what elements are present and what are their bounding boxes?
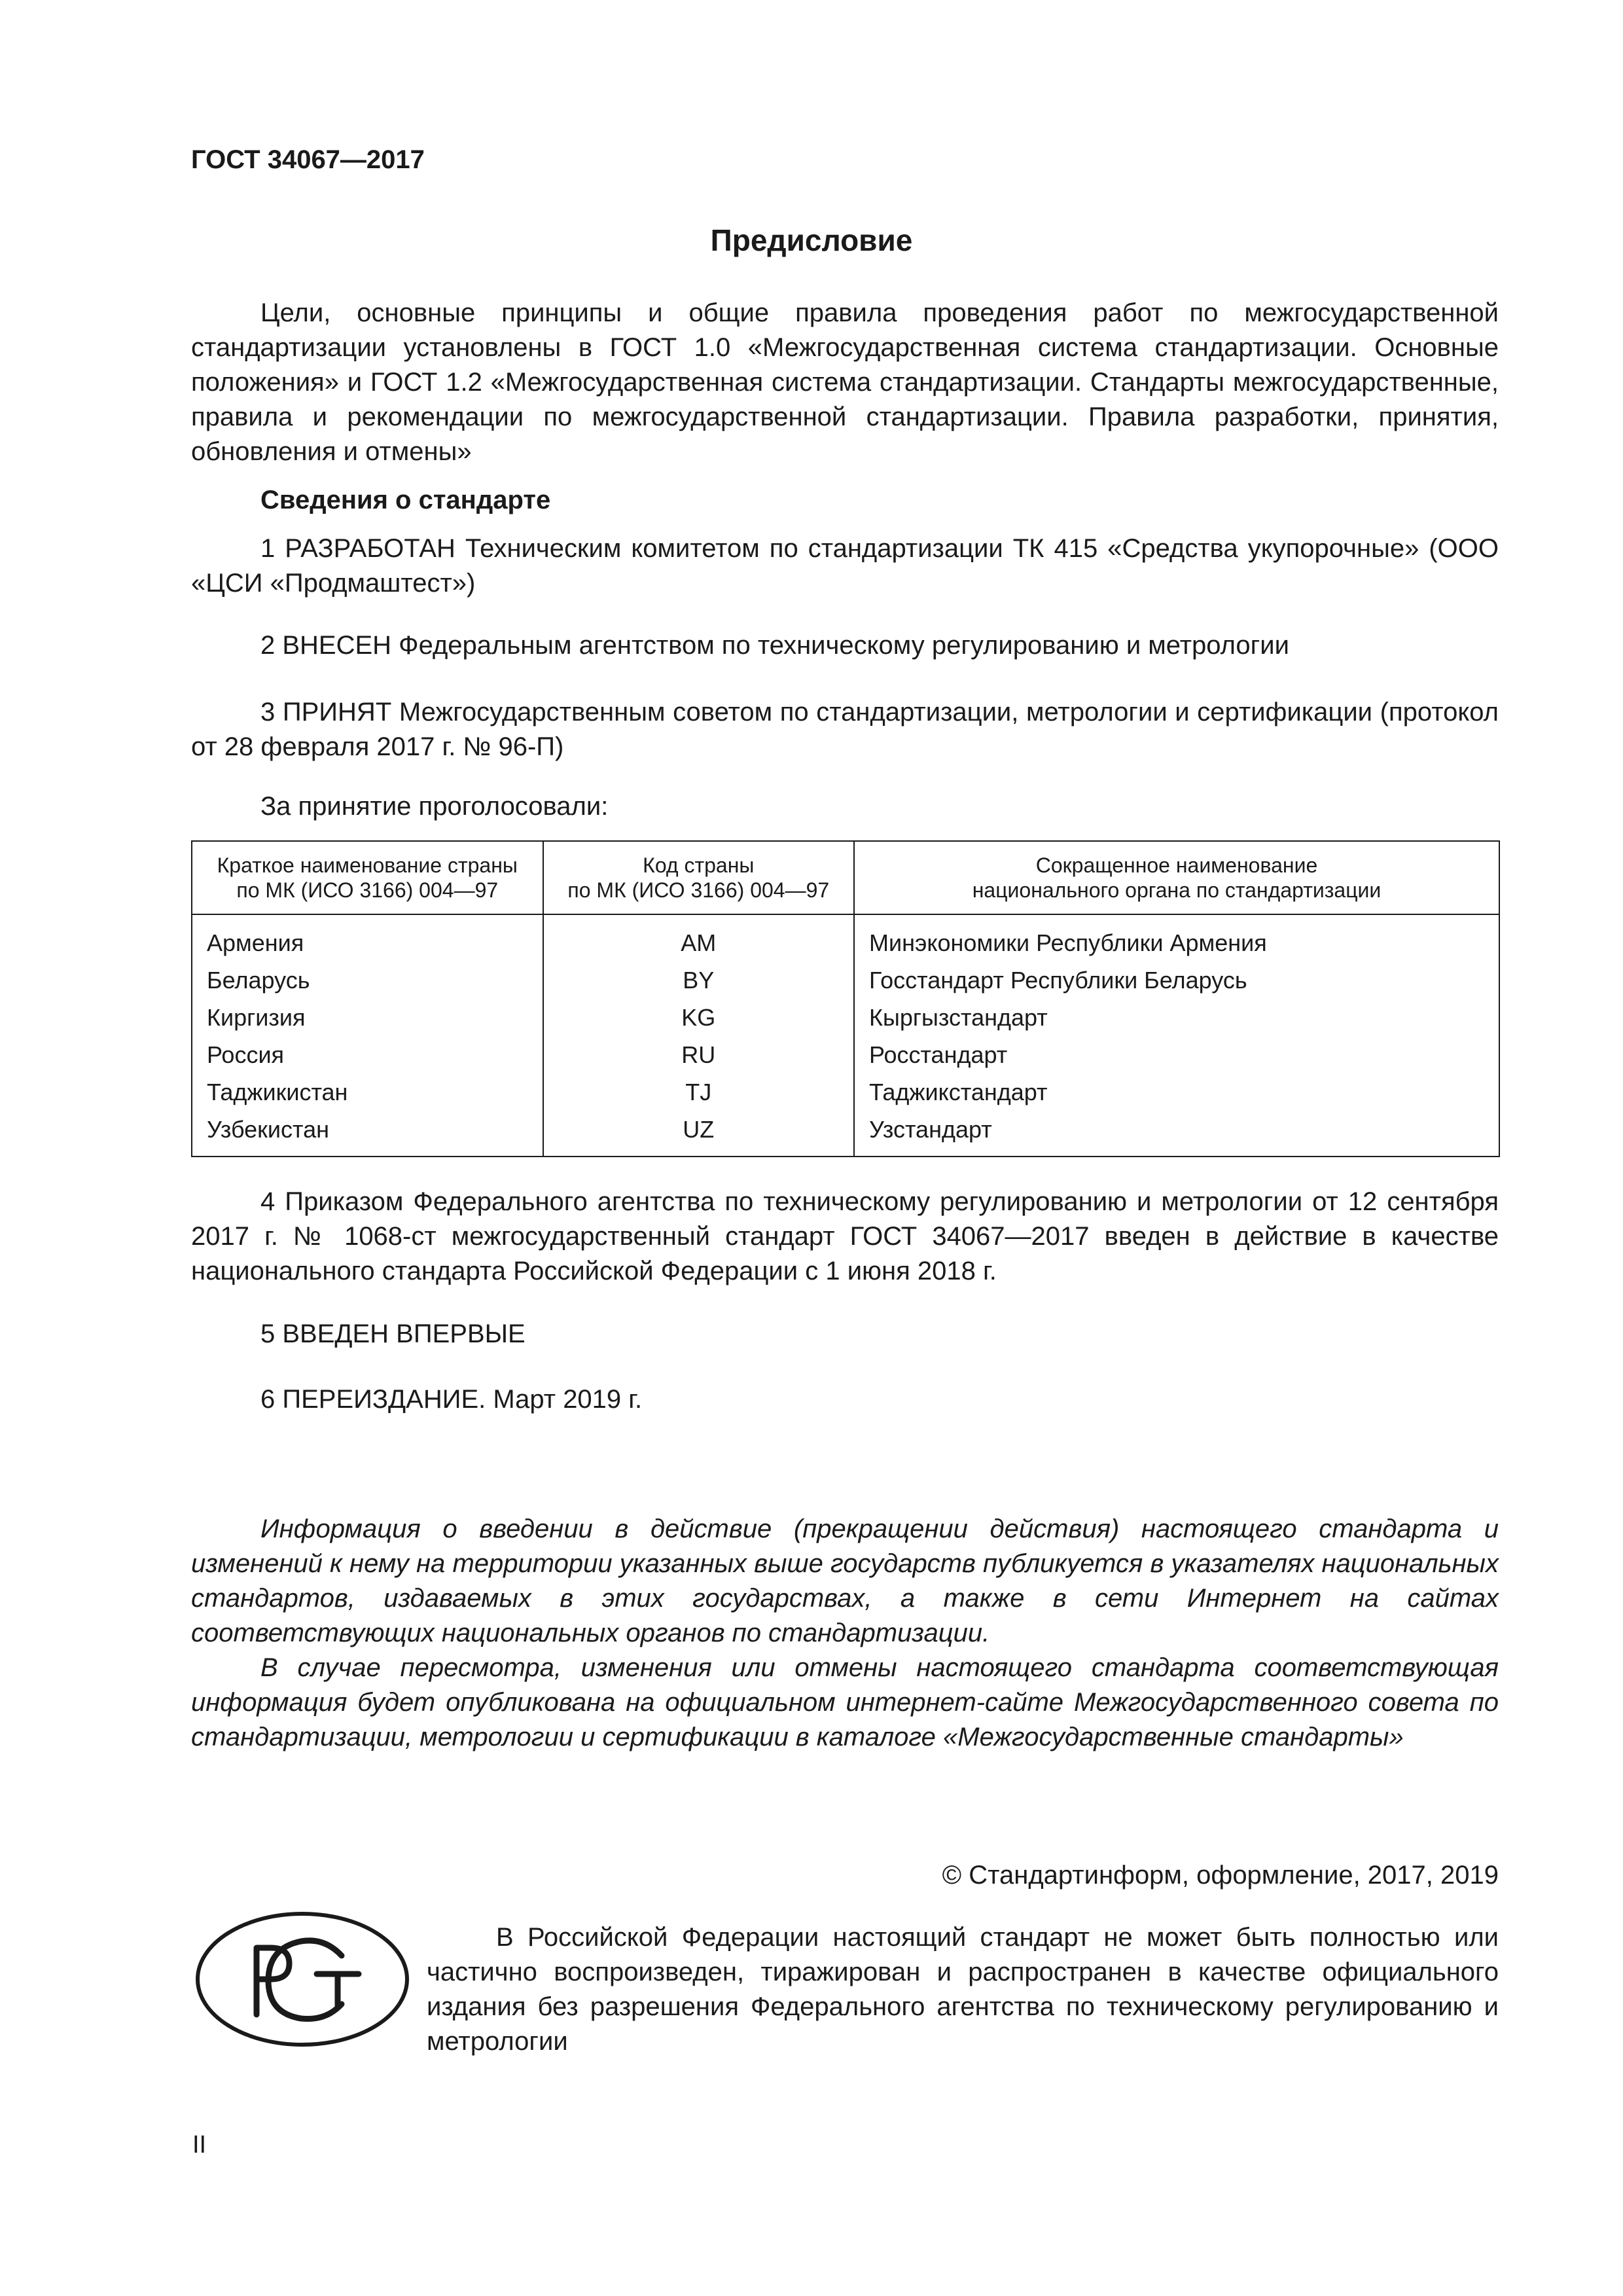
page-title: Предисловие: [710, 223, 913, 257]
header-country-line1: Краткое наименование страны: [217, 853, 518, 877]
voted-label: За принятие проголосовали:: [260, 792, 609, 821]
cell-body: Узстандарт: [854, 1111, 1499, 1157]
cell-code: AM: [543, 914, 854, 961]
cell-country: Узбекистан: [192, 1111, 543, 1157]
item-developed: 1 РАЗРАБОТАН Техническим комитетом по стандартизации ТК 415 «Средства укупорочные» (ООО «ЦСИ «Продмаштест»): [191, 534, 1499, 598]
cell-code: RU: [543, 1036, 854, 1073]
header-country: [192, 841, 543, 914]
cell-country: Беларусь: [192, 961, 543, 999]
voting-table: [191, 840, 1500, 1157]
cell-code: KG: [543, 999, 854, 1036]
header-code-line2: по МК (ИСО 3166) 004—97: [567, 878, 830, 902]
table-row: [192, 961, 1499, 999]
item-adopted: 3 ПРИНЯТ Межгосударственным советом по стандартизации, метрологии и сертификации (протокол от 28 февраля 2017 г. № 96-П): [191, 698, 1499, 761]
header-code: [543, 841, 854, 914]
cell-body: Таджикстандарт: [854, 1073, 1499, 1111]
header-code-line1: Код страны: [643, 853, 755, 877]
cell-body: Госстандарт Республики Беларусь: [854, 961, 1499, 999]
cell-body: Минэкономики Республики Армения: [854, 914, 1499, 961]
rst-logo-icon: [194, 1910, 411, 2049]
cell-country: Киргизия: [192, 999, 543, 1036]
notice-paragraph-2: В случае пересмотра, изменения или отмены настоящего стандарта соответствующая информация будет опубликована на официальном интернет-сайте Межгосударственного совета по стандартизации, метрологии и сертификации в каталоге «Межгосударственные стандарты»: [191, 1653, 1499, 1751]
table-row: [192, 914, 1499, 961]
cell-code: BY: [543, 961, 854, 999]
copyright-line: © Стандартинформ, оформление, 2017, 2019: [942, 1861, 1499, 1890]
table-row: [192, 1111, 1499, 1157]
table-row: [192, 1036, 1499, 1073]
notice-paragraph-1: Информация о введении в действие (прекращении действия) настоящего стандарта и изменений к нему на территории указанных выше государств публикуется в указателях национальных стандартов, издаваемых в этих государствах, а также в сети Интернет на сайтах соответствующих национальных органов по стандартизации.: [191, 1515, 1499, 1647]
header-country-line2: по МК (ИСО 3166) 004—97: [236, 878, 499, 902]
item-introduced: 2 ВНЕСЕН Федеральным агентством по техническому регулированию и метрологии: [260, 631, 1289, 660]
cell-body: Росстандарт: [854, 1036, 1499, 1073]
item-reissue: 6 ПЕРЕИЗДАНИЕ. Март 2019 г.: [260, 1385, 643, 1414]
header-body-line2: национального органа по стандартизации: [972, 878, 1382, 902]
cell-country: Россия: [192, 1036, 543, 1073]
header-body: [854, 841, 1499, 914]
cell-country: Таджикистан: [192, 1073, 543, 1111]
document-code-header: ГОСТ 34067—2017: [191, 145, 425, 174]
page-number: II: [192, 2131, 207, 2159]
header-body-line1: Сокращенное наименование: [1035, 853, 1318, 877]
table-header-row: [192, 841, 1499, 914]
cell-body: Кыргызстандарт: [854, 999, 1499, 1036]
standard-info-heading: Сведения о стандарте: [260, 486, 551, 514]
rights-notice: В Российской Федерации настоящий стандарт не может быть полностью или частично воспроизведен, тиражирован и распространен в качестве официального издания без разрешения Федерального агентства по техническому регулированию и метрологии: [427, 1923, 1499, 2056]
table-row: [192, 999, 1499, 1036]
intro-paragraph: Цели, основные принципы и общие правила проведения работ по межгосударственной стандартизации установлены в ГОСТ 1.0 «Межгосударственная система стандартизации. Основные положения» и ГОСТ 1.2 «Межгосударственная система стандартизации. Стандарты межгосударственные, правила и рекомендации по межгосударственной стандартизации. Правила разработки, принятия, обновления и отмены»: [191, 298, 1499, 466]
item-enacted: 4 Приказом Федерального агентства по техническому регулированию и метрологии от 12 сентября 2017 г. № 1068-ст межгосударственный стандарт ГОСТ 34067—2017 введен в действие в качестве национального стандарта Российской Федерации с 1 июня 2018 г.: [191, 1187, 1499, 1285]
cell-country: Армения: [192, 914, 543, 961]
cell-code: TJ: [543, 1073, 854, 1111]
table-row: [192, 1073, 1499, 1111]
item-first-introduced: 5 ВВЕДЕН ВПЕРВЫЕ: [260, 1319, 526, 1348]
cell-code: UZ: [543, 1111, 854, 1157]
